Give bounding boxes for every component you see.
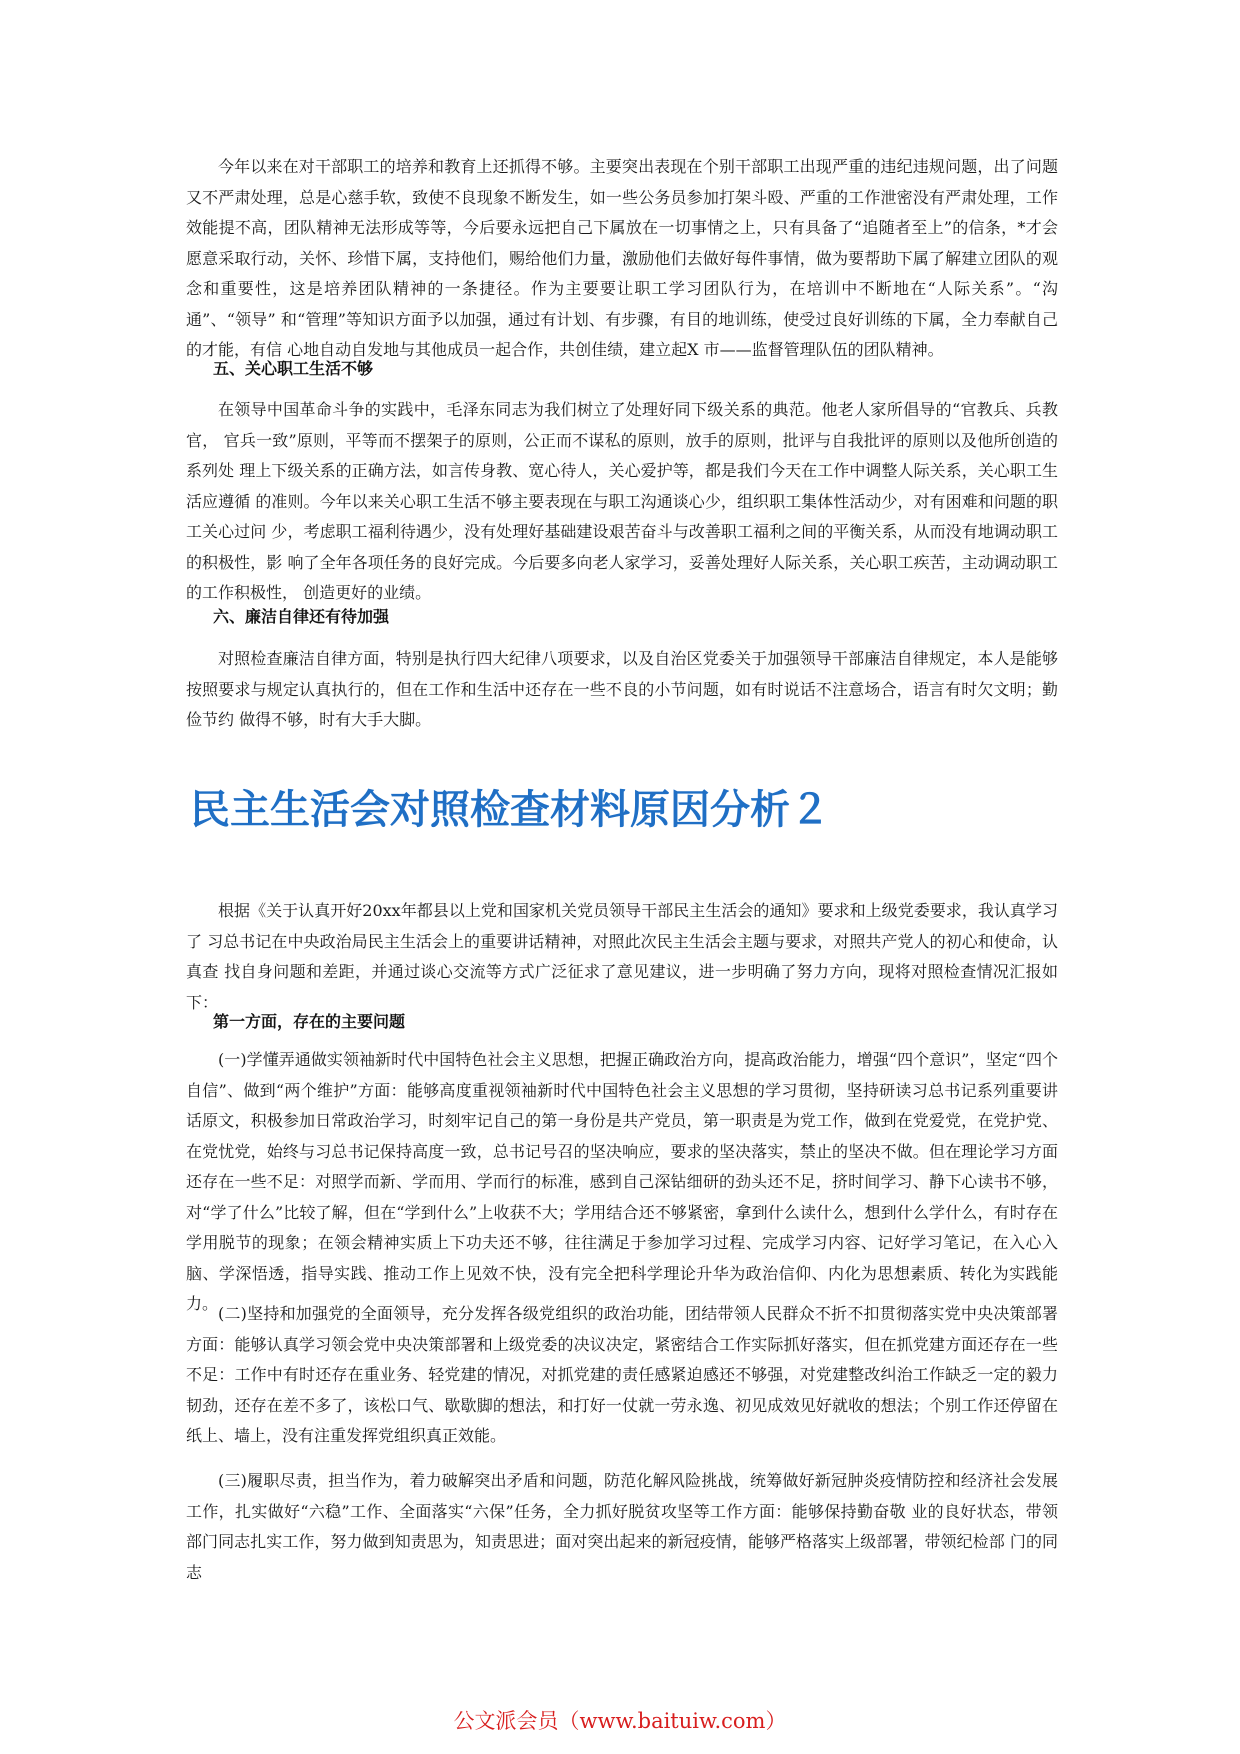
document-2-item-3: (三)履职尽责，担当作为，着力破解突出矛盾和问题，防范化解风险挑战，统筹做好新冠肿炎疫情防控和经济社会发展 工作，扎实做好“六稳”工作、全面落实“六保”任务，全力抓好脱贫攻坚等工作方面：能够保持勤奋敬 业的良好状态，带领 部门同志扎实工作，努力做到知责思为，知责思进；面对突出起来的新冠疫情，能够严格落实上级部署，带领纪检部 门的同志 (186, 1471, 1058, 1582)
section-1-paragraph: 今年以来在对干部职工的培养和教育上还抓得不够。主要突出表现在个别干部职工出现严重的违纪违规问题，出了问题又不严肃处理，总是心慈手软，致使不良现象不断发生，如一些公务员参加打架斗殴、严重的工作泄密没有严肃处理，工作效能提不高，团队精神无法形成等等，今后要永远把自己下属放在一切事情之上，只有具备了“追随者至上”的信条，*才会愿意采取行动，关怀、珍惜下属，支持他们，赐给他们力量，激励他们去做好每件事情，做为要帮助下属了解建立团队的观念和重要性，这是培养团队精神的一条捷径。作为主要要让职工学习团队行为，在培训中不断地在“人际关系”。“沟通”、“领导” 和“管理”等知识方面予以加强，通过有计划、有步骤，有目的地训练，使受过良好训练的下属，全力奉献自己的才能，有信 心地自动自发地与其他成员一起合作，共创佳绩，建立起X 市——监督管理队伍的团队精神。 (186, 157, 1058, 359)
document-2-section-heading: 第一方面，存在的主要问题 (213, 1012, 406, 1031)
document-2-item-1: (一)学懂弄通做实领袖新时代中国特色社会主义思想，把握正确政治方向，提高政治能力，增强“四个意识”，坚定“四个自信”、做到“两个维护”方面：能够高度重视领袖新时代中国特色社会主义思想的学习贯彻，坚持研读习总书记系列重要讲话原文，积极参加日常政治学习，时刻牢记自己的第一身份是共产党员，第一职责是为党工作，做到在党爱党，在党护党、在党忧党，始终与习总书记保持高度一致，总书记号召的坚决响应，要求的坚决落实，禁止的坚决不做。但在理论学习方面还存在一些不足：对照学而新、学而用、学而行的标准，感到自己深钻细研的劲头还不足，挤时间学习、静下心读书不够，对“学了什么”比较了解，但在“学到什么”上收获不大；学用结合还不够紧密，拿到什么读什么，想到什么学什么，有时存在学用脱节的现象；在领会精神实质上下功夫还不够，往往满足于参加学习过程、完成学习内容、记好学习笔记，在入心入脑、学深悟透，指导实践、推动工作上见效不快，没有完全把科学理论升华为政治信仰、内化为思想素质、转化为实践能力。 (186, 1050, 1058, 1313)
document-2-intro: 根据《关于认真开好20xx年都县以上党和国家机关党员领导干部民主生活会的通知》要求和上级党委要求，我认真学习了 习总书记在中央政治局民主生活会上的重要讲话精神，对照此次民主生活会主题与要求，对照共产党人的初心和使命，认真查 找自身问题和差距，并通过谈心交流等方式广泛征求了意见建议，进一步明确了努力方向，现将对照检查情况汇报如下： (186, 901, 1058, 1012)
section-5-heading: 五、关心职工生活不够 (213, 359, 374, 378)
document-2-item-2: (二)坚持和加强党的全面领导，充分发挥各级党组织的政治功能，团结带领人民群众不折不扣贯彻落实党中央决策部署方面：能够认真学习领会党中央决策部署和上级党委的决议决定，紧密结合工作实际抓好落实，但在抓党建方面还存在一些不足：工作中有时还存在重业务、轻党建的情况，对抓党建的责任感紧迫感还不够强，对党建整改纠治工作缺乏一定的毅力韧劲，还存在差不多了，该松口气、歇歇脚的想法，和打好一仗就一劳永逸、初见成效见好就收的想法；个别工作还停留在纸上、墙上，没有注重发挥党组织真正效能。 (186, 1304, 1058, 1445)
section-5-paragraph: 在领导中国革命斗争的实践中，毛泽东同志为我们树立了处理好同下级关系的典范。他老人家所倡导的“官教兵、兵教官， 官兵一致”原则，平等而不摆架子的原则，公正而不谋私的原则，放手的原则，批评与自我批评的原则以及他所创造的系列处 理上下级关系的正确方法，如言传身教、宽心待人，关心爱护等，都是我们今天在工作中调整人际关系，关心职工生活应遵循 的准则。今年以来关心职工生活不够主要表现在与职工沟通谈心少，组织职工集体性活动少，对有困难和问题的职工关心过问 少，考虑职工福利待遇少，没有处理好基础建设艰苦奋斗与改善职工福利之间的平衡关系，从而没有地调动职工的积极性，影 响了全年各项任务的良好完成。今后要多向老人家学习，妥善处理好人际关系，关心职工疾苦，主动调动职工的工作积极性， 创造更好的业绩。 (186, 400, 1058, 602)
document-2-title: 民主生活会对照检查材料原因分析２ (190, 787, 830, 833)
section-6-paragraph: 对照检查廉洁自律方面，特别是执行四大纪律八项要求，以及自治区党委关于加强领导干部廉洁自律规定，本人是能够按照要求与规定认真执行的，但在工作和生活中还存在一些不良的小节问题，如有时说话不注意场合，语言有时欠文明；勤俭节约 做得不够，时有大手大脚。 (186, 649, 1058, 729)
section-6-heading: 六、廉洁自律还有待加强 (213, 607, 390, 626)
footer-link[interactable]: 公文派会员（www.baituiw.com） (453, 1709, 787, 1733)
